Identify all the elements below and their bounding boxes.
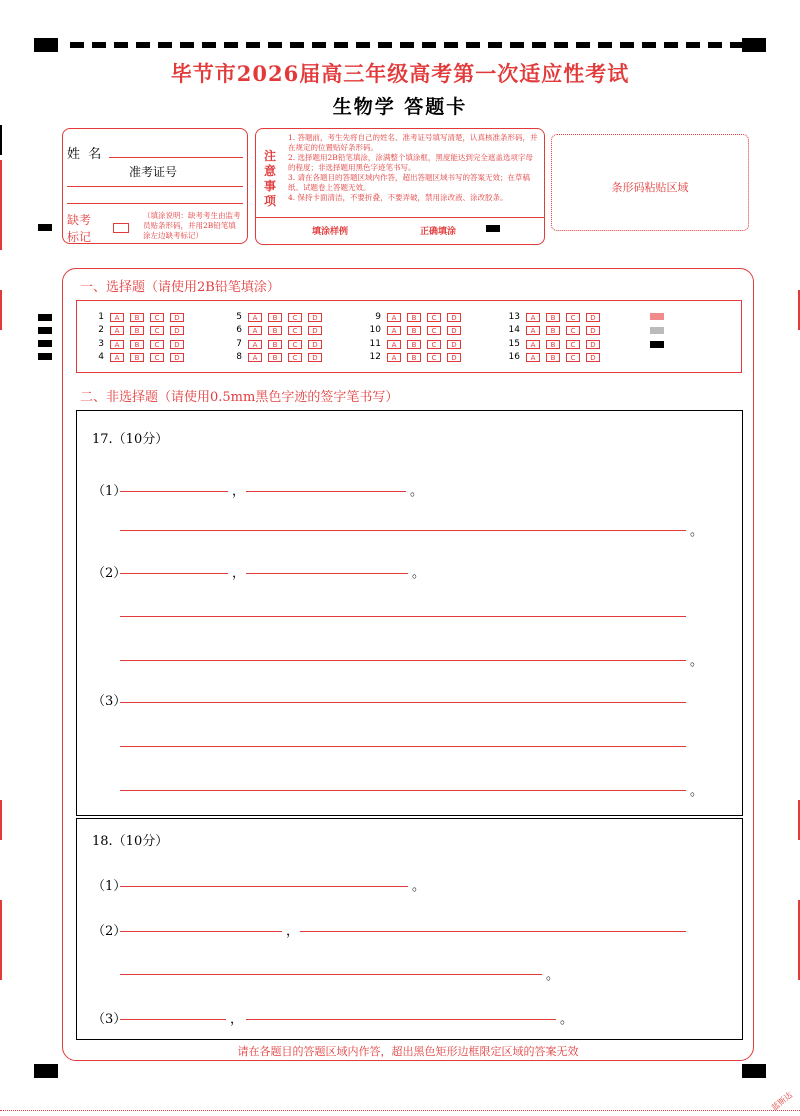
top-left-marker (34, 38, 58, 52)
top-dash (224, 42, 238, 48)
top-dash (598, 42, 612, 48)
choice-bubble-b[interactable]: B (268, 313, 282, 322)
correct-fill-sample (486, 225, 500, 232)
q18-title: 18.（10分） (92, 834, 169, 849)
question-number: 4 (98, 352, 104, 362)
choice-bubble-c[interactable]: C (288, 340, 302, 349)
top-dash (488, 42, 502, 48)
top-dash (444, 42, 458, 48)
q18-p2-blank-c[interactable] (120, 974, 542, 975)
q18-p1-blank[interactable] (120, 886, 408, 887)
q17-p1-blank-b[interactable] (246, 491, 406, 492)
top-right-marker (742, 38, 766, 52)
q18-p2-blank-a[interactable] (120, 931, 282, 932)
top-dash (158, 42, 172, 48)
choice-bubble-a[interactable]: A (110, 313, 124, 322)
bottom-right-marker (742, 1064, 766, 1078)
q17-p3-blank-b[interactable] (120, 746, 686, 747)
question-number: 16 (508, 352, 520, 362)
choice-bubble-c[interactable]: C (288, 326, 302, 335)
absent-checkbox[interactable] (113, 223, 129, 233)
top-dash (246, 42, 260, 48)
choice-bubble-a[interactable]: A (110, 353, 124, 362)
notice-items (288, 133, 540, 203)
top-dash (334, 42, 348, 48)
q17-part1-label: （1） (92, 484, 127, 499)
choice-bubble-d[interactable]: D (586, 340, 600, 349)
choice-bubble-b[interactable]: B (546, 313, 560, 322)
top-dash (70, 42, 84, 48)
choice-bubble-a[interactable]: A (387, 313, 401, 322)
q18-p3-blank-b[interactable] (246, 1019, 556, 1020)
q17-title: 17.（10分） (92, 432, 169, 447)
question-number: 9 (375, 312, 381, 322)
question-number: 2 (98, 325, 104, 335)
q18-box (76, 818, 743, 1040)
swatch-gray (650, 327, 664, 334)
choice-bubble-a[interactable]: A (248, 313, 262, 322)
q18-part1-label: （1） (92, 879, 127, 894)
question-number: 6 (236, 325, 242, 335)
choice-bubble-c[interactable]: C (427, 326, 441, 335)
choice-question-row (226, 311, 328, 323)
top-dash (290, 42, 304, 48)
choice-bubble-d[interactable]: D (586, 326, 600, 335)
notice-item: 3. 请在各题目的答题区域内作答，超出答题区域书写的答案无效；在草稿纸、试题卷上答题无效。 (288, 173, 531, 192)
top-dash (400, 42, 414, 48)
q17-part3-label: （3） (92, 694, 127, 709)
q17-p2-blank-c[interactable] (120, 616, 686, 617)
choice-bubble-b[interactable]: B (268, 353, 282, 362)
choice-bubble-a[interactable]: A (387, 326, 401, 335)
top-dash (136, 42, 150, 48)
choice-bubble-d[interactable]: D (308, 353, 322, 362)
choice-question-row (504, 311, 606, 323)
top-dash (422, 42, 436, 48)
choice-bubble-a[interactable]: A (526, 313, 540, 322)
choice-bubble-d[interactable]: D (447, 313, 461, 322)
q17-p1-blank-a[interactable] (120, 491, 228, 492)
choice-bubble-d[interactable]: D (447, 326, 461, 335)
q18-p3-blank-a[interactable] (120, 1019, 226, 1020)
notice-item: 1. 答题前，考生先将自己的姓名、准考证号填写清楚，认真核准条形码，并在规定的位置贴好条形码。 (288, 133, 538, 152)
q17-p3-blank-a[interactable] (120, 702, 686, 703)
choice-bubble-b[interactable]: B (407, 326, 421, 335)
choice-question-row (88, 338, 190, 350)
bottom-dotted-line (0, 1110, 800, 1111)
top-dash (510, 42, 524, 48)
top-dash (576, 42, 590, 48)
question-number: 5 (236, 312, 242, 322)
name-label: 姓 名 (67, 147, 102, 162)
choice-question-row (226, 351, 328, 363)
top-dash (312, 42, 326, 48)
choice-bubble-a[interactable]: A (110, 326, 124, 335)
choice-bubble-a[interactable]: A (248, 326, 262, 335)
notice-item: 4. 保持卡面清洁，不要折叠，不要弄破，禁用涂改液、涂改胶条。 (288, 193, 508, 202)
barcode-label: 条形码粘贴区域 (611, 181, 689, 194)
choice-bubble-d[interactable]: D (170, 353, 184, 362)
choice-question-row (365, 338, 467, 350)
section1-title: 一、选择题（请使用2B铅笔填涂） (80, 280, 280, 295)
choice-bubble-c[interactable]: C (427, 353, 441, 362)
choice-bubble-a[interactable]: A (526, 340, 540, 349)
choice-question-row (88, 351, 190, 363)
exam-title: 毕节市2026届高三年级高考第一次适应性考试 (170, 61, 630, 86)
top-dash (708, 42, 722, 48)
student-info-box (62, 128, 248, 244)
q17-part2-label: （2） (92, 566, 127, 581)
choice-bubble-b[interactable]: B (268, 326, 282, 335)
q18-part3-label: （3） (92, 1012, 127, 1027)
choice-bubble-c[interactable]: C (150, 313, 164, 322)
choice-bubble-c[interactable]: C (288, 313, 302, 322)
choice-bubble-c[interactable]: C (427, 313, 441, 322)
choice-bubble-b[interactable]: B (268, 340, 282, 349)
top-dash (664, 42, 678, 48)
q17-p3-blank-c[interactable] (120, 790, 686, 791)
choice-bubble-a[interactable]: A (248, 353, 262, 362)
choice-question-row (365, 351, 467, 363)
choice-question-row (504, 324, 606, 336)
absent-label-2: 标记 (67, 230, 92, 244)
choice-question-row (226, 338, 328, 350)
top-dash (114, 42, 128, 48)
choice-bubble-b[interactable]: B (130, 340, 144, 349)
choice-bubble-a[interactable]: A (526, 326, 540, 335)
notice-item: 2. 选择题用2B铅笔填涂，涂满整个填涂框，黑度能达到完全遮盖选项字母的程度；非选择题用黑色字迹笔书写。 (288, 153, 533, 172)
choice-question-row (88, 324, 190, 336)
choice-question-row (504, 351, 606, 363)
choice-question-row (226, 324, 328, 336)
exam-id-label: 准考证号 (129, 165, 178, 179)
choice-bubble-b[interactable]: B (546, 340, 560, 349)
choice-bubble-d[interactable]: D (170, 326, 184, 335)
top-dash (642, 42, 656, 48)
swatch-black (650, 341, 664, 348)
question-number: 12 (369, 352, 381, 362)
choice-bubble-d[interactable]: D (586, 353, 600, 362)
choice-bubble-b[interactable]: B (546, 353, 560, 362)
top-dash (268, 42, 282, 48)
choice-bubble-a[interactable]: A (526, 353, 540, 362)
absent-side-marker (38, 224, 52, 231)
top-dash (686, 42, 700, 48)
choice-bubble-b[interactable]: B (546, 326, 560, 335)
top-dash (554, 42, 568, 48)
question-number: 14 (508, 325, 520, 335)
swatch-pink (650, 313, 664, 320)
question-number: 8 (236, 352, 242, 362)
choice-question-row (365, 324, 467, 336)
choice-bubble-a[interactable]: A (110, 340, 124, 349)
q17-box (76, 410, 743, 816)
footer-note: 请在各题目的答题区域内作答，超出黑色矩形边框限定区域的答案无效 (237, 1045, 579, 1058)
choice-bubble-c[interactable]: C (427, 340, 441, 349)
q17-p2-blank-b[interactable] (246, 573, 408, 574)
choice-bubble-d[interactable]: D (308, 340, 322, 349)
choice-bubble-d[interactable]: D (308, 326, 322, 335)
top-dash (466, 42, 480, 48)
question-number: 7 (236, 339, 242, 349)
top-dash (92, 42, 106, 48)
choice-bubble-c[interactable]: C (566, 340, 580, 349)
choice-bubble-c[interactable]: C (566, 326, 580, 335)
choice-bubble-a[interactable]: A (387, 353, 401, 362)
choice-bubble-b[interactable]: B (130, 313, 144, 322)
q17-p2-blank-d[interactable] (120, 660, 686, 661)
top-dash (532, 42, 546, 48)
notice-label: 注 意 事 项 (264, 149, 277, 208)
choice-bubble-b[interactable]: B (130, 353, 144, 362)
question-number: 13 (508, 312, 520, 322)
choice-bubble-a[interactable]: A (387, 340, 401, 349)
absent-note: （填涂说明：缺考考生由监考员贴条形码，并用2B铅笔填涂左边缺考标记） (143, 211, 241, 240)
choice-bubble-c[interactable]: C (566, 313, 580, 322)
barcode-area (551, 134, 749, 231)
top-dash (378, 42, 392, 48)
choice-bubble-c[interactable]: C (288, 353, 302, 362)
choice-bubble-c[interactable]: C (150, 340, 164, 349)
correct-label: 正确填涂 (420, 227, 457, 237)
choice-bubble-c[interactable]: C (150, 353, 164, 362)
top-dash (620, 42, 634, 48)
absent-label-1: 缺考 (67, 213, 92, 227)
choice-bubble-b[interactable]: B (407, 313, 421, 322)
choice-bubble-d[interactable]: D (447, 340, 461, 349)
question-number: 15 (508, 339, 520, 349)
q17-p1-blank-c[interactable] (120, 530, 686, 531)
choice-question-row (365, 311, 467, 323)
question-number: 3 (98, 339, 104, 349)
choice-bubble-c[interactable]: C (150, 326, 164, 335)
top-dash (180, 42, 194, 48)
choice-bubble-b[interactable]: B (130, 326, 144, 335)
question-number: 10 (369, 325, 381, 335)
q18-p2-blank-b[interactable] (300, 931, 686, 932)
notice-box (255, 128, 545, 245)
q18-part2-label: （2） (92, 924, 127, 939)
question-number: 1 (98, 312, 104, 322)
sample-label: 填涂样例 (312, 227, 349, 237)
choice-bubble-d[interactable]: D (447, 353, 461, 362)
corner-stamp: 蓝斯达 (769, 1090, 795, 1113)
choice-bubble-d[interactable]: D (586, 313, 600, 322)
choice-bubble-c[interactable]: C (566, 353, 580, 362)
choice-question-row (88, 311, 190, 323)
question-number: 11 (369, 339, 381, 349)
q17-p2-blank-a[interactable] (120, 573, 228, 574)
section2-title: 二、非选择题（请使用0.5mm黑色字迹的签字笔书写） (80, 390, 399, 405)
top-dash (356, 42, 370, 48)
choice-bubble-b[interactable]: B (407, 340, 421, 349)
choice-bubble-d[interactable]: D (308, 313, 322, 322)
choice-bubble-a[interactable]: A (248, 340, 262, 349)
top-dash (202, 42, 216, 48)
bottom-left-marker (34, 1064, 58, 1078)
choice-bubble-d[interactable]: D (170, 313, 184, 322)
choice-bubble-d[interactable]: D (170, 340, 184, 349)
choice-bubble-b[interactable]: B (407, 353, 421, 362)
choice-question-row (504, 338, 606, 350)
subject-title: 生物学 答题卡 (332, 96, 468, 118)
